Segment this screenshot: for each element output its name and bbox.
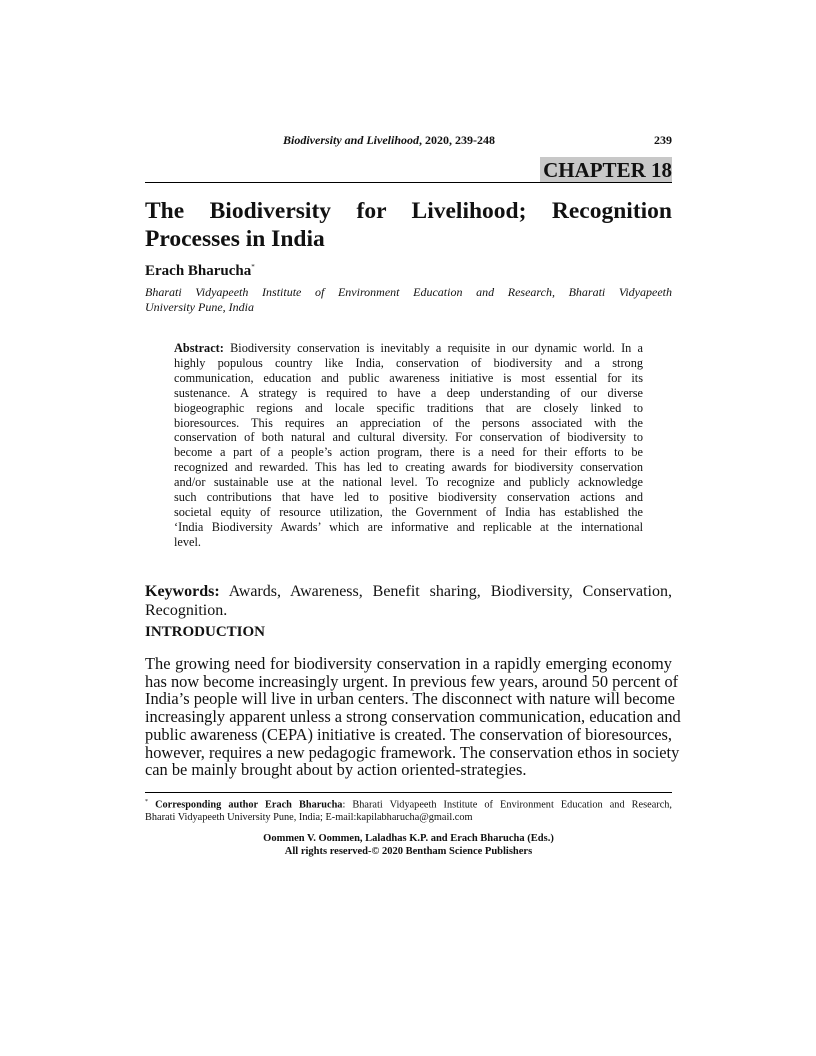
abstract-line: conservation of both natural and cultural diversity. For conservation of biodiversity to: [174, 430, 643, 445]
journal-name: Biodiversity and Livelihood: [283, 133, 419, 147]
section-heading: INTRODUCTION: [145, 624, 266, 640]
intro-line: The growing need for biodiversity conservation in a rapidly emerging economy: [145, 654, 672, 673]
chapter-label: CHAPTER 18: [540, 157, 672, 182]
copyright: All rights reserved-© 2020 Bentham Science Publishers: [284, 846, 533, 857]
abstract-line: highly populous country like India, conservation of biodiversity and a strong: [174, 355, 643, 370]
abstract-text: Biodiversity conservation is inevitably a requisite in our dynamic world. In a: [223, 341, 643, 355]
abstract-line: recognized and rewarded. This has led to creating awards for biodiversity conservation: [174, 460, 643, 475]
abstract-line: [174, 341, 643, 356]
intro-line: India’s people will live in urban centers. The disconnect with nature will become: [145, 689, 675, 709]
footnote-mark: *: [145, 799, 148, 805]
editors: Oommen V. Oommen, Laladhas K.P. and Erach Bharucha (Eds.): [263, 833, 554, 844]
affiliation-line: University Pune, India: [145, 300, 254, 314]
abstract-line: sustenance. A strategy is required to have a deep understanding of our diverse: [174, 385, 643, 400]
page-number: 239: [654, 133, 672, 147]
abstract-line: societal equity of resource utilization, the Government of India has established the: [174, 504, 643, 519]
header-rule: [145, 182, 672, 183]
footnote: [145, 796, 672, 824]
footnote-line: Bharati Vidyapeeth University Pune, India; E-mail:kapilabharucha@gmail.com: [145, 812, 473, 824]
keywords-line: [145, 582, 672, 601]
author: [145, 263, 255, 280]
running-header: [283, 133, 495, 148]
abstract-line: biogeographic regions and locale specific traditions that are closely linked to: [174, 400, 643, 415]
intro-line: can be mainly brought about by action oriented-strategies.: [145, 760, 527, 780]
author-mark: *: [251, 263, 255, 271]
abstract-label: Abstract:: [174, 341, 224, 355]
abstract-line: level.: [174, 534, 201, 549]
abstract: [174, 341, 643, 550]
author-name: Erach Bharucha: [145, 263, 252, 279]
title-line: Processes in India: [145, 226, 325, 252]
footnote-line: [145, 796, 672, 811]
intro-line: increasingly apparent unless a strong conservation communication, education and: [145, 707, 681, 727]
keywords-label: Keywords:: [145, 583, 220, 600]
affiliation-line: Bharati Vidyapeeth Institute of Environment Education and Research, Bharati Vidyapeeth: [145, 285, 672, 299]
keywords: [145, 582, 672, 620]
intro-line: public awareness (CEPA) initiative is created. The conservation of bioresources,: [145, 724, 672, 744]
intro-line: has now become increasingly urgent. In previous few years, around 50 percent of: [145, 671, 679, 691]
intro-paragraph: [145, 654, 681, 780]
abstract-line: ‘India Biodiversity Awards’ which are informative and replicable at the international: [174, 519, 643, 534]
keywords-text: Awards, Awareness, Benefit sharing, Biodiversity, Conservation,: [219, 583, 672, 600]
abstract-line: become a part of a people’s action program, there is a need for their efforts to be: [174, 445, 643, 460]
abstract-line: communication, education and public awareness initiative is most essential for its: [174, 370, 643, 385]
affiliation: [145, 285, 672, 315]
abstract-line: bioresources. This requires an appreciation of the persons associated with the: [174, 415, 643, 430]
page-title: [145, 197, 672, 253]
abstract-line: such contributions that have led to positive biodiversity conservation actions and: [174, 490, 643, 505]
footnote-rule: [145, 792, 672, 793]
abstract-line: and/or sustainable use at the national level. To recognize and publicly acknowledge: [174, 475, 643, 490]
footnote-text: : Bharati Vidyapeeth Institute of Environment Education and Research,: [342, 799, 672, 811]
intro-line: however, requires a new pedagogic framework. The conservation ethos in society: [145, 742, 680, 762]
keywords-line: Recognition.: [145, 602, 228, 619]
footnote-label: Corresponding author Erach Bharucha: [148, 799, 343, 811]
journal-details: , 2020, 239-248: [419, 133, 495, 147]
title-line: The Biodiversity for Livelihood; Recognition: [145, 198, 672, 224]
editors-block: [145, 832, 672, 858]
